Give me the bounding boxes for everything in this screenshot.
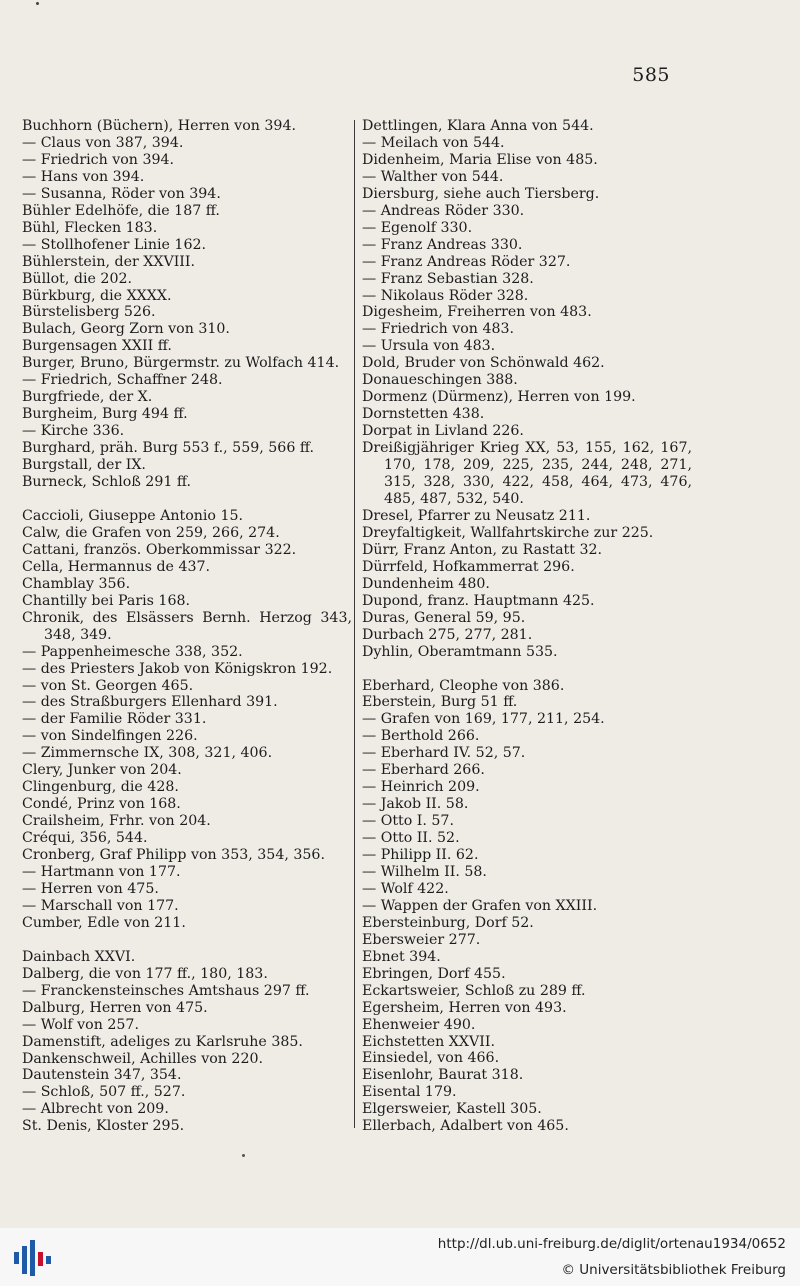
index-entry: — Egenolf 330. — [362, 219, 473, 236]
copyright-notice: © Universitätsbibliothek Freiburg — [561, 1262, 786, 1278]
index-entry: — Stollhofener Linie 162. — [22, 236, 207, 253]
index-entry: — Kirche 336. — [22, 423, 125, 440]
index-entry: — des Priesters Jakob von Königskron 192. — [22, 660, 333, 677]
index-entry: — Ursula von 483. — [362, 338, 496, 355]
index-entry: Einsiedel, von 466. — [362, 1050, 500, 1067]
index-entry: — Walther von 544. — [362, 168, 504, 185]
index-entry: Cronberg, Graf Philipp von 353, 354, 356. — [22, 847, 325, 864]
index-entry: Eisenlohr, Baurat 318. — [362, 1067, 524, 1084]
index-entry: — des Straßburgers Ellenhard 391. — [22, 694, 278, 711]
index-entry: — Berthold 266. — [362, 728, 480, 745]
scan-speck — [242, 1154, 245, 1157]
index-entry: — Nikolaus Röder 328. — [362, 287, 529, 304]
index-entry: Calw, die Grafen von 259, 266, 274. — [22, 524, 280, 541]
index-entry: — Susanna, Röder von 394. — [22, 185, 221, 202]
index-entry: — Franckensteinsches Amtshaus 297 ff. — [22, 982, 310, 999]
index-entry: St. Denis, Kloster 295. — [22, 1118, 185, 1135]
document-url[interactable]: http://dl.ub.uni-freiburg.de/diglit/ortenau1934/0652 — [437, 1236, 786, 1252]
index-entry: — Otto I. 57. — [362, 813, 454, 830]
index-entry: — Friedrich, Schaffner 248. — [22, 372, 223, 389]
index-entry: Dreyfaltigkeit, Wallfahrtskirche zur 225. — [362, 524, 654, 541]
index-letter-group — [22, 118, 352, 491]
index-entry: — Zimmernsche IX, 308, 321, 406. — [22, 745, 273, 762]
index-entry: Burgensagen XXII ff. — [22, 338, 172, 355]
index-entry: Dalburg, Herren von 475. — [22, 999, 208, 1016]
index-entry: Digesheim, Freiherren von 483. — [362, 304, 592, 321]
index-entry: Burgheim, Burg 494 ff. — [22, 406, 188, 423]
index-entry: — Hartmann von 177. — [22, 863, 181, 880]
index-entry: — Heinrich 209. — [362, 779, 480, 796]
index-entry: Eichstetten XXVII. — [362, 1033, 495, 1050]
index-letter-group — [22, 949, 352, 1135]
index-entry: Cumber, Edle von 211. — [22, 914, 186, 931]
index-entry: Dettlingen, Klara Anna von 544. — [362, 118, 594, 134]
index-entry: — Friedrich von 394. — [22, 151, 175, 168]
index-letter-group — [362, 118, 692, 661]
index-entry: Ebersteinburg, Dorf 52. — [362, 914, 534, 931]
index-entry: Eberstein, Burg 51 ff. — [362, 694, 518, 711]
index-entry: Dürrfeld, Hofkammerrat 296. — [362, 558, 575, 575]
index-entry: Egersheim, Herren von 493. — [362, 999, 567, 1016]
page-number: 585 — [632, 64, 670, 86]
index-entry: Dalberg, die von 177 ff., 180, 183. — [22, 965, 268, 982]
index-entry: Cattani, französ. Oberkommissar 322. — [22, 541, 297, 558]
index-entry: Bulach, Georg Zorn von 310. — [22, 321, 230, 338]
index-entry: Dundenheim 480. — [362, 575, 490, 592]
index-entry: Burghard, präh. Burg 553 f., 559, 566 ff. — [22, 440, 314, 457]
index-entry: — Pappenheimesche 338, 352. — [22, 643, 243, 660]
index-entry: — Andreas Röder 330. — [362, 202, 525, 219]
index-entry: — Philipp II. 62. — [362, 847, 479, 864]
index-entry: Burneck, Schloß 291 ff. — [22, 474, 191, 491]
index-letter-group — [22, 508, 352, 932]
ub-freiburg-logo-icon — [10, 1236, 54, 1280]
index-entry: Didenheim, Maria Elise von 485. — [362, 151, 598, 168]
index-entry: — Franz Sebastian 328. — [362, 270, 534, 287]
index-entry: — der Familie Röder 331. — [22, 711, 207, 728]
index-entry: Crailsheim, Frhr. von 204. — [22, 813, 211, 830]
index-entry: Bühler Edelhöfe, die 187 ff. — [22, 202, 220, 219]
index-entry: Dainbach XXVI. — [22, 948, 136, 965]
index-entry: Dyhlin, Oberamtmann 535. — [362, 643, 558, 660]
index-entry: — von St. Georgen 465. — [22, 677, 194, 694]
index-entry: Ebringen, Dorf 455. — [362, 965, 506, 982]
index-entry: — Eberhard IV. 52, 57. — [362, 745, 526, 762]
index-entry: — Schloß, 507 ff., 527. — [22, 1084, 186, 1101]
index-entry: Dupond, franz. Hauptmann 425. — [362, 592, 595, 609]
index-entry: Dresel, Pfarrer zu Neusatz 211. — [362, 507, 591, 524]
index-entry: Dürr, Franz Anton, zu Rastatt 32. — [362, 541, 603, 558]
index-column-right — [362, 118, 692, 1135]
index-entry: Büllot, die 202. — [22, 270, 133, 287]
index-entry: Damenstift, adeliges zu Karlsruhe 385. — [22, 1033, 303, 1050]
index-entry: Chamblay 356. — [22, 575, 131, 592]
index-entry: — Friedrich von 483. — [362, 321, 515, 338]
index-letter-group — [362, 678, 692, 1136]
index-entry: Clery, Junker von 204. — [22, 762, 182, 779]
index-entry: — Claus von 387, 394. — [22, 134, 184, 151]
index-entry: Chantilly bei Paris 168. — [22, 592, 191, 609]
index-entry: Chronik, des Elsässers Bernh. Herzog 343, 348, 349. — [22, 609, 352, 643]
index-entry: Burgstall, der IX. — [22, 457, 146, 474]
index-entry: Créqui, 356, 544. — [22, 830, 148, 847]
index-entry: Ellerbach, Adalbert von 465. — [362, 1118, 569, 1135]
scan-speck — [36, 2, 39, 5]
index-entry: — Wilhelm II. 58. — [362, 863, 487, 880]
index-column-left — [22, 118, 352, 1135]
index-entry: Cella, Hermannus de 437. — [22, 558, 211, 575]
index-entry: Eisental 179. — [362, 1084, 457, 1101]
index-entry: — Wolf von 257. — [22, 1016, 139, 1033]
index-entry: Bühlerstein, der XXVIII. — [22, 253, 196, 270]
index-entry: Durbach 275, 277, 281. — [362, 626, 533, 643]
index-entry: Dormenz (Dürmenz), Herren von 199. — [362, 389, 636, 406]
index-entry: — Eberhard 266. — [362, 762, 485, 779]
index-entry: Dreißigjähriger Krieg XX, 53, 155, 162, 167, 170, 178, 209, 225, 235, 244, 248, 271, 315, 328, 330, 422, 458, 464, 473, 476, 485, 487, 532, 540. — [362, 440, 692, 507]
index-entry: Buchhorn (Büchern), Herren von 394. — [22, 118, 296, 134]
index-entry: Dorpat in Livland 226. — [362, 423, 524, 440]
index-entry: — Otto II. 52. — [362, 830, 460, 847]
index-entry: Duras, General 59, 95. — [362, 609, 526, 626]
index-entry: — Franz Andreas Röder 327. — [362, 253, 571, 270]
index-entry: — Jakob II. 58. — [362, 796, 469, 813]
index-entry: — Wolf 422. — [362, 880, 449, 897]
index-entry: Bühl, Flecken 183. — [22, 219, 158, 236]
index-entry: Dankenschweil, Achilles von 220. — [22, 1050, 264, 1067]
viewer-footer — [0, 1228, 800, 1286]
index-entry: — Marschall von 177. — [22, 897, 179, 914]
index-entry: Burgfriede, der X. — [22, 389, 153, 406]
index-entry: Elgersweier, Kastell 305. — [362, 1101, 542, 1118]
index-entry: Donaueschingen 388. — [362, 372, 518, 389]
column-divider — [354, 120, 355, 1128]
index-entry: Ebnet 394. — [362, 948, 441, 965]
index-entry: Dornstetten 438. — [362, 406, 485, 423]
index-entry: — Hans von 394. — [22, 168, 145, 185]
index-entry: Condé, Prinz von 168. — [22, 796, 181, 813]
index-entry: Bürstelisberg 526. — [22, 304, 156, 321]
index-entry: Eberhard, Cleophe von 386. — [362, 677, 565, 694]
index-entry: — Herren von 475. — [22, 880, 159, 897]
index-entry: — Wappen der Grafen von XXIII. — [362, 897, 598, 914]
index-entry: Diersburg, siehe auch Tiersberg. — [362, 185, 600, 202]
index-entry: Ehenweier 490. — [362, 1016, 476, 1033]
index-entry: Dautenstein 347, 354. — [22, 1067, 182, 1084]
index-entry: Dold, Bruder von Schönwald 462. — [362, 355, 605, 372]
index-entry: Clingenburg, die 428. — [22, 779, 179, 796]
index-entry: — von Sindelfingen 226. — [22, 728, 198, 745]
index-entry: Caccioli, Giuseppe Antonio 15. — [22, 507, 244, 524]
index-entry: Ebersweier 277. — [362, 931, 481, 948]
index-entry: Bürkburg, die XXXX. — [22, 287, 172, 304]
index-entry: Eckartsweier, Schloß zu 289 ff. — [362, 982, 586, 999]
index-entry: — Franz Andreas 330. — [362, 236, 523, 253]
index-entry: — Grafen von 169, 177, 211, 254. — [362, 711, 605, 728]
index-entry: — Meilach von 544. — [362, 134, 505, 151]
index-entry: — Albrecht von 209. — [22, 1101, 169, 1118]
index-entry: Burger, Bruno, Bürgermstr. zu Wolfach 414. — [22, 355, 340, 372]
